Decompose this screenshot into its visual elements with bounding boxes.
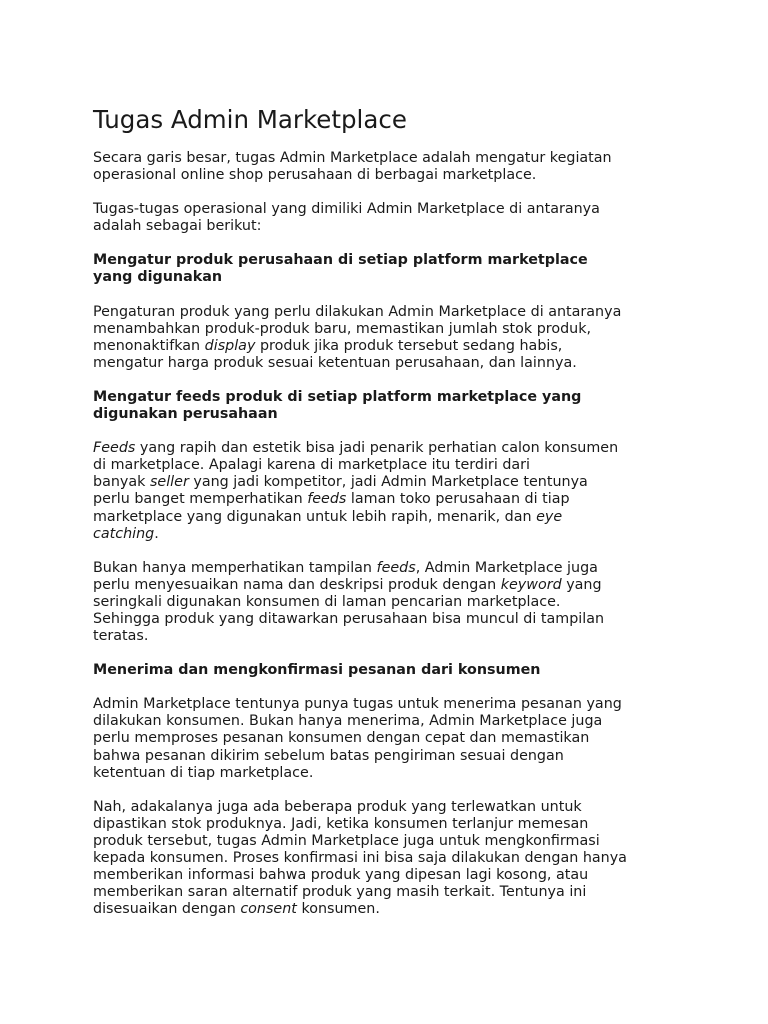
text-line <box>93 509 693 526</box>
text-line <box>93 560 693 577</box>
text-line: Sehingga produk yang ditawarkan perusahaan bisa muncul di tampilan <box>93 610 605 627</box>
section1-paragraph <box>93 304 693 372</box>
text-run: , Admin Marketplace juga <box>415 559 598 576</box>
section-heading-orders <box>93 662 693 679</box>
text-run: . <box>154 525 159 542</box>
document-page <box>93 100 693 918</box>
tasks-intro-paragraph <box>93 201 693 235</box>
text-run: Bukan hanya memperhatikan tampilan <box>93 559 377 576</box>
text-line: teratas. <box>93 628 149 645</box>
text-line <box>93 526 693 543</box>
text-line: ketentuan di tiap marketplace. <box>93 764 314 781</box>
intro-paragraph <box>93 150 693 184</box>
text-run: marketplace yang digunakan untuk lebih rapih, menarik, dan <box>93 508 537 525</box>
italic-term: Feeds <box>93 440 136 457</box>
section-heading-manage-feeds <box>93 389 693 423</box>
text-line: kepada konsumen. Proses konfirmasi ini bisa saja dilakukan dengan hanya <box>93 850 627 866</box>
heading-line: Menerima dan mengkonfirmasi pesanan dari konsumen <box>93 662 541 679</box>
italic-term: eye <box>536 508 563 525</box>
text-run: perlu menyesuaikan nama dan deskripsi produk dengan <box>93 576 501 593</box>
text-run: yang rapih dan estetik bisa jadi penarik perhatian calon konsumen <box>135 440 619 457</box>
italic-term: seller <box>149 474 189 491</box>
text-run: yang <box>561 576 602 593</box>
text-line: di marketplace. Apalagi karena di marketplace itu terdiri dari <box>93 457 531 474</box>
text-run: menonaktifkan <box>93 337 205 354</box>
text-run: yang jadi kompetitor, jadi Admin Marketplace tentunya <box>188 474 588 491</box>
text-line: perlu memproses pesanan konsumen dengan cepat dan memastikan <box>93 730 590 747</box>
text-line <box>93 440 693 457</box>
text-line <box>93 577 693 594</box>
italic-term: catching <box>93 525 155 542</box>
text-line: Secara garis besar, tugas Admin Marketplace adalah mengatur kegiatan <box>93 150 612 166</box>
italic-term: display <box>204 337 256 354</box>
text-line: menambahkan produk-produk baru, memastikan jumlah stok produk, <box>93 320 592 337</box>
section2-paragraph-1 <box>93 440 693 543</box>
text-line <box>93 901 693 918</box>
section3-paragraph-2 <box>93 799 693 919</box>
text-line: Tugas-tugas operasional yang dimiliki Admin Marketplace di antaranya <box>93 201 600 218</box>
text-line: dipastikan stok produknya. Jadi, ketika konsumen terlanjur memesan <box>93 815 589 832</box>
heading-line: yang digunakan <box>93 269 223 286</box>
text-line <box>93 474 693 491</box>
text-line: bahwa pesanan dikirim sebelum batas pengiriman sesuai dengan <box>93 747 564 764</box>
section3-paragraph-1 <box>93 696 693 781</box>
heading-line: Mengatur produk perusahaan di setiap platform marketplace <box>93 252 588 269</box>
page-title: Tugas Admin Marketplace <box>93 105 407 134</box>
text-run: perlu banget memperhatikan <box>93 491 308 508</box>
text-run: banyak <box>93 474 150 491</box>
heading-line: digunakan perusahaan <box>93 406 278 423</box>
heading-line: Mengatur feeds produk di setiap platform marketplace yang <box>93 388 582 405</box>
text-run: laman toko perusahaan di tiap <box>346 491 570 508</box>
text-line: memberikan informasi bahwa produk yang dipesan lagi kosong, atau <box>93 867 589 884</box>
section2-paragraph-2 <box>93 560 693 645</box>
text-line: adalah sebagai berikut: <box>93 218 262 235</box>
text-line: produk tersebut, tugas Admin Marketplace juga untuk mengkonfirmasi <box>93 832 600 849</box>
text-line <box>93 491 693 508</box>
text-line: Nah, adakalanya juga ada beberapa produk yang terlewatkan untuk <box>93 798 582 815</box>
text-line: mengatur harga produk sesuai ketentuan perusahaan, dan lainnya. <box>93 354 577 371</box>
italic-term: keyword <box>500 576 562 593</box>
text-run: produk jika produk tersebut sedang habis, <box>255 337 563 354</box>
section-heading-manage-products <box>93 252 693 286</box>
italic-term: consent <box>240 901 297 918</box>
text-line: dilakukan konsumen. Bukan hanya menerima, Admin Marketplace juga <box>93 713 603 730</box>
italic-term: feeds <box>376 559 416 576</box>
text-line: seringkali digunakan konsumen di laman pencarian marketplace. <box>93 593 561 610</box>
text-line: Pengaturan produk yang perlu dilakukan Admin Marketplace di antaranya <box>93 303 622 320</box>
italic-term: feeds <box>307 491 347 508</box>
text-run: konsumen. <box>296 901 380 918</box>
text-line: Admin Marketplace tentunya punya tugas untuk menerima pesanan yang <box>93 696 622 713</box>
text-line: operasional online shop perusahaan di berbagai marketplace. <box>93 167 537 184</box>
text-run: disesuaikan dengan <box>93 901 241 918</box>
text-line: memberikan saran alternatif produk yang masih terkait. Tentunya ini <box>93 884 587 901</box>
text-line <box>93 338 693 355</box>
